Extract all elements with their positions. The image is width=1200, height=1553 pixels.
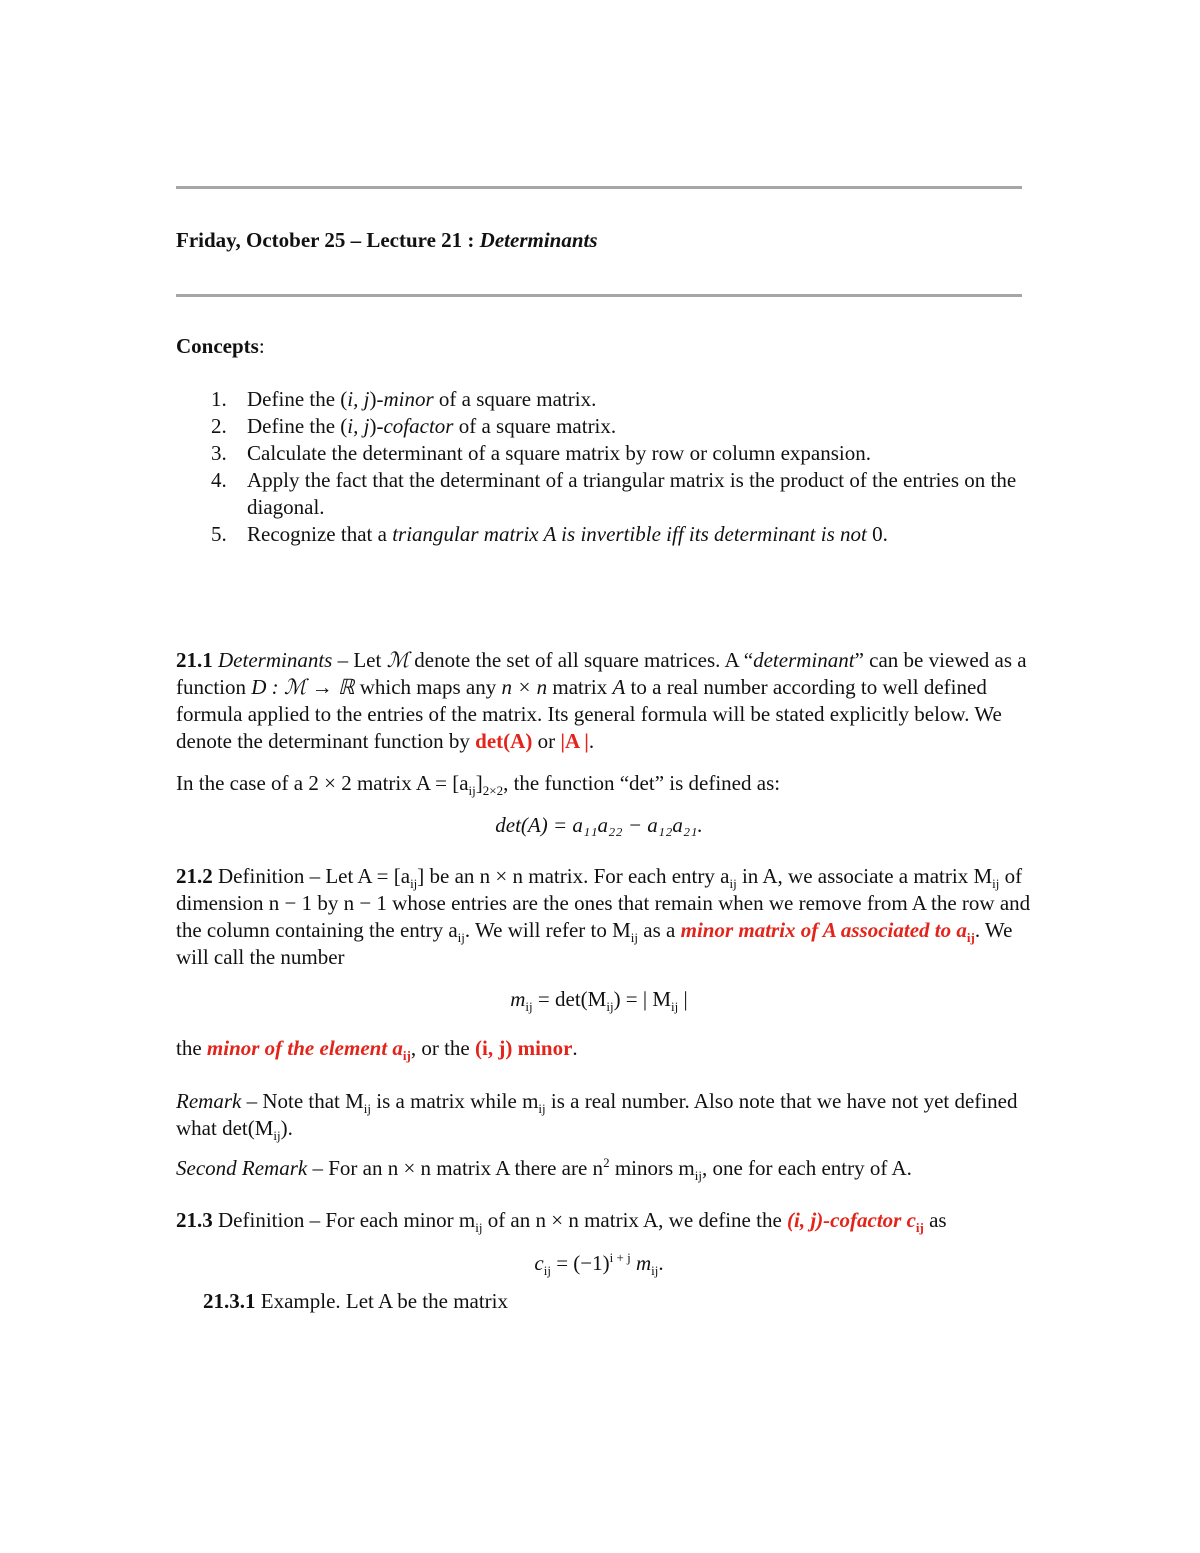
minor-matrix-term: minor matrix of A associated to a (680, 918, 967, 942)
bottom-rule (176, 294, 1022, 297)
concepts-heading: Concepts: (176, 334, 265, 358)
example-21-3-1: 21.3.1 Example. Let A be the matrix (203, 1289, 509, 1313)
cofactor-formula: $c_{ij} = (-1)^{i + j}$ $m_{ij}$. (534, 1250, 664, 1279)
section-21-1: 21.1 Determinants – Let ℳ denote the set of all square matrices. A “determinant” can be viewed as a function D : ℳ → ℝ which maps any n × n matrix A to a real number according to well defined formula applied to the entries of the matrix. Its general formula will be stated explicitly below. We denote the determinant function by det(A) or |A |. (176, 648, 1027, 753)
top-rule (176, 186, 1022, 189)
title-topic: Determinants (479, 228, 598, 252)
concept-item: 5. Recognize that a triangular matrix A is invertible iff its determinant is not 0. (211, 522, 888, 546)
det-2x2-formula: det(A) = a₁₁a₂₂ − a₁₂a₂₁. (495, 813, 703, 837)
second-remark: Second Remark – For an n × n matrix A there are $n^2$ minors $m_{ij}$, one for each entry of A. (176, 1155, 912, 1184)
section-21-2: 21.2 Definition – Let $A = [a_{ij}]$ be an n × n matrix. For each entry $a_{ij}$ in A, we associate a matrix $M_{ij}$ of dimension n − 1 by n − 1 whose entries are the ones that remain when we remove from A the row and the column containing the entry $a_{ij}$. We will refer to $M_{ij}$ as a minor matrix of A associated to $a_{ij}$. We will call the number (176, 864, 1031, 969)
concept-item: 1. Define the (i, j)-minor of a square matrix. (211, 387, 597, 411)
minor-element-term: minor of the element a (206, 1036, 403, 1060)
ij-minor-term: (i, j) minor (475, 1036, 573, 1060)
minor-formula: $m_{ij} = \det(M_{ij})$ = | $M_{ij}$ | (510, 987, 688, 1015)
det-notation: det(A) (475, 729, 533, 753)
remark: Remark – Note that $M_{ij}$ is a matrix while $m_{ij}$ is a real number. Also note that we have not yet defined what $\det(M_{ij})$. (176, 1089, 1018, 1144)
concept-item: 4. Apply the fact that the determinant of a triangular matrix is the product of the entries on the diagonal. (211, 468, 1017, 519)
concept-item: 3. Calculate the determinant of a square matrix by row or column expansion. (211, 441, 871, 465)
abs-notation: |A | (560, 729, 589, 753)
cofactor-term: (i, j)-cofactor c (787, 1208, 916, 1232)
section-21-3: 21.3 Definition – For each minor $m_{ij}$ of an n × n matrix A, we define the (i, j)-cofactor $c_{ij}$ as (176, 1208, 947, 1236)
two-by-two-case: In the case of a 2 × 2 matrix $A = [a_{ij}]_{2\times 2}$, the function “det” is defined as: (176, 771, 781, 799)
concepts-list (176, 386, 1022, 548)
concept-item: 2. Define the (i, j)-cofactor of a square matrix. (211, 414, 617, 438)
lecture-title (176, 227, 1046, 254)
title-prefix: Friday, October 25 – Lecture 21 : (176, 228, 480, 252)
minor-definition-line: the minor of the element $a_{ij}$, or the (i, j) minor. (176, 1036, 578, 1064)
